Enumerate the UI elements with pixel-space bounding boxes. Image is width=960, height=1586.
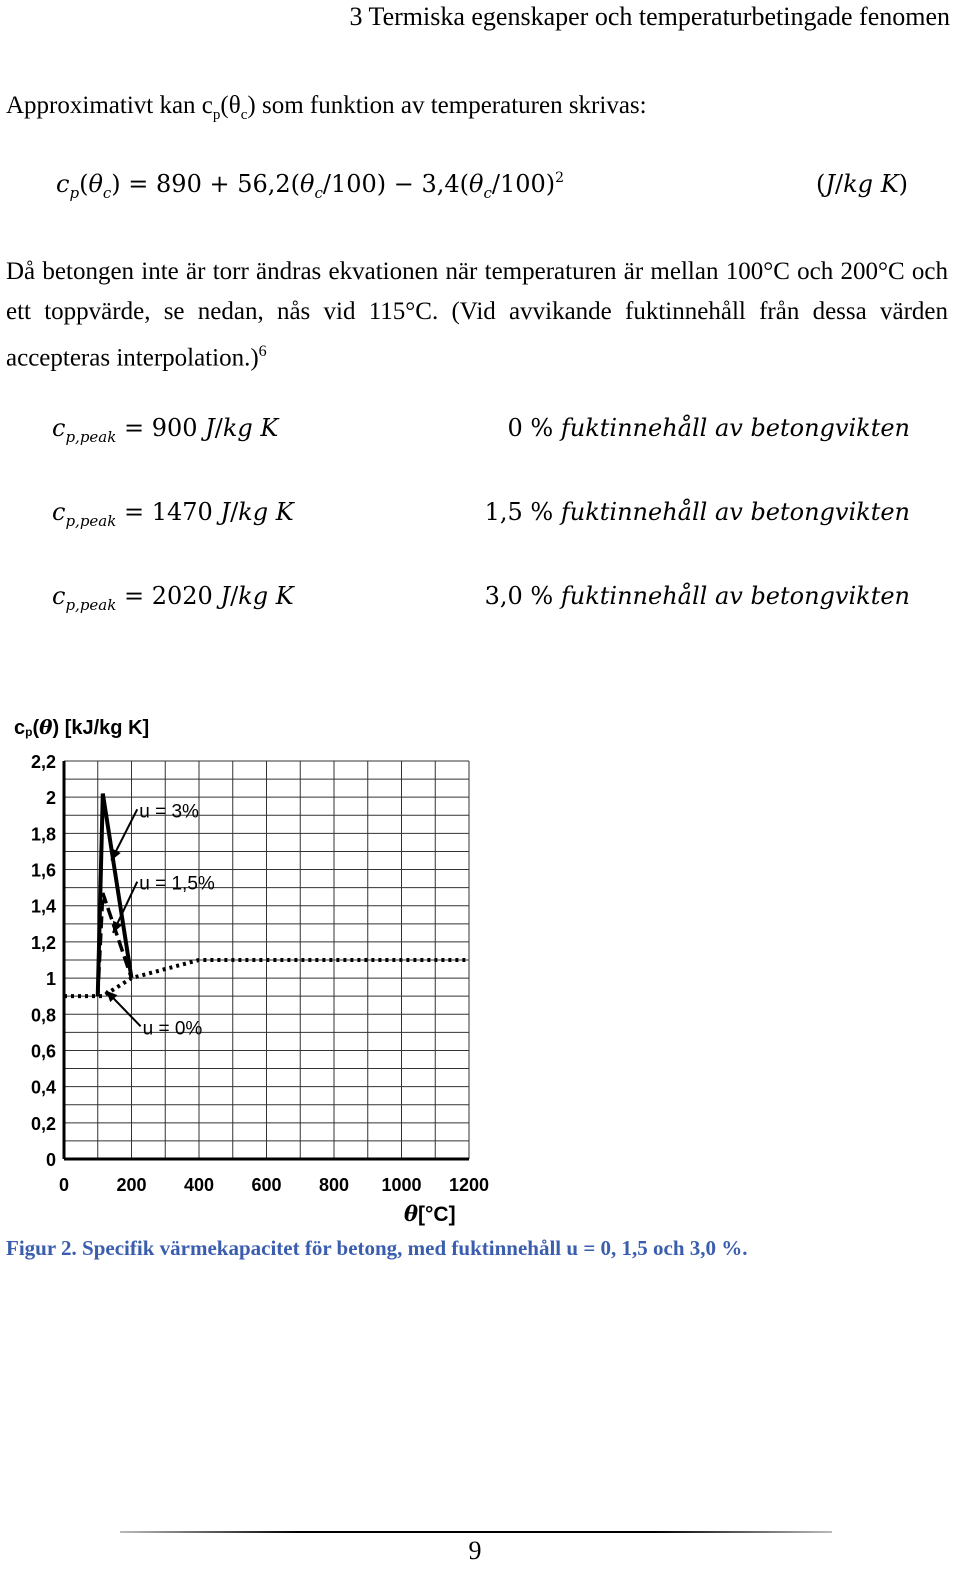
heat-capacity-chart: [0, 700, 520, 1230]
y-tick-label: 2: [45, 788, 56, 809]
peak-value: = 1470: [123, 498, 213, 526]
peak-equation-1: [52, 498, 294, 530]
eq-rhs-2: /100) − 3,4(: [322, 170, 470, 198]
eq-exponent: 2: [555, 170, 565, 186]
body-paragraph: [6, 252, 948, 378]
eq-symbol-c: c: [56, 170, 70, 198]
peak-moisture-desc: fuktinnehåll av betongvikten: [560, 414, 910, 442]
y-tick-label: 1,8: [30, 824, 56, 845]
peak-moisture-0: [508, 414, 910, 442]
peak-unit-J: J: [220, 582, 231, 610]
peak-value: = 2020: [123, 582, 213, 610]
peak-moisture-desc: fuktinnehåll av betongvikten: [560, 582, 910, 610]
y-axis-label: cp(θ) [kJ/kg K]: [14, 715, 150, 739]
peak-moisture-pct: 3,0 %: [484, 582, 554, 610]
peak-unit-kgK: kg K: [222, 414, 279, 442]
eq-theta-sub-3: c: [483, 184, 492, 202]
peak-moisture-pct: 0 %: [507, 414, 554, 442]
peak-symbol: c: [52, 498, 66, 526]
peak-unit-J: J: [220, 498, 231, 526]
peak-unit-slash: /: [230, 582, 239, 610]
eq-sub-p: p: [69, 184, 80, 202]
intro-sub-c: c: [240, 107, 248, 123]
x-tick-label: 0: [58, 1175, 70, 1195]
peak-symbol: c: [52, 582, 66, 610]
intro-sub-p: p: [212, 107, 221, 123]
eq-rhs-3: /100): [491, 170, 556, 198]
annotation-label: u = 1,5%: [139, 873, 215, 895]
x-tick-label: 200: [116, 1175, 147, 1195]
y-tick-label: 2,2: [30, 752, 56, 772]
y-tick-label: 0: [45, 1150, 56, 1170]
eq-unit-open: (: [816, 170, 826, 198]
eq-unit-close: ): [898, 170, 908, 198]
peak-subscript: p,peak: [65, 428, 117, 446]
x-tick-label: 600: [251, 1175, 282, 1195]
peak-unit-kgK: kg K: [238, 498, 294, 526]
peak-subscript: p,peak: [65, 596, 117, 614]
eq-theta-sub-2: c: [314, 184, 323, 202]
peak-unit-slash: /: [214, 414, 223, 442]
peak-value: = 900: [123, 414, 198, 442]
peak-moisture-desc: fuktinnehåll av betongvikten: [560, 498, 910, 526]
y-tick-label: 0,6: [30, 1041, 56, 1062]
y-tick-label: 1,4: [30, 896, 56, 917]
annotation-label: u = 0%: [142, 1018, 203, 1040]
x-tick-label: 400: [183, 1175, 215, 1195]
eq-theta-2: θ: [300, 170, 315, 198]
page-number: 9: [468, 1536, 482, 1565]
x-axis-label: θ[°C]: [404, 1201, 456, 1226]
peak-subscript: p,peak: [65, 512, 117, 530]
y-tick-label: 1: [45, 969, 56, 990]
intro-paren-theta: (θ: [220, 92, 241, 119]
intro-text-start: Approximativt kan c: [6, 92, 213, 119]
running-header: 3 Termiska egenskaper och temperaturbetingade fenomen: [349, 2, 950, 31]
peak-moisture-2: [485, 582, 910, 610]
peak-equation-2: [52, 582, 294, 614]
peak-unit-J: J: [205, 414, 215, 442]
y-tick-label: 1,6: [30, 860, 56, 881]
equation-unit: [816, 170, 908, 198]
x-tick-label: 800: [318, 1175, 350, 1195]
eq-unit-K: K: [880, 170, 899, 198]
y-tick-label: 0,2: [30, 1113, 56, 1134]
peak-unit-kgK: kg K: [238, 582, 294, 610]
peak-moisture-pct: 1,5 %: [484, 498, 554, 526]
x-tick-label: 1000: [381, 1175, 422, 1195]
heat-capacity-equation: $c_p(\theta_c) = 890 + 56,2(\theta_c/100) - 3,4(\theta_c/100)^2$: [56, 170, 565, 202]
peak-unit-slash: /: [230, 498, 239, 526]
eq-unit-kg: kg: [843, 170, 874, 198]
eq-theta-sub-1: c: [102, 184, 112, 202]
eq-unit-slash: /: [835, 170, 844, 198]
peak-symbol: c: [52, 414, 66, 442]
eq-theta-3: θ: [469, 170, 484, 198]
footer-divider: [120, 1531, 832, 1533]
figure-caption: Figur 2. Specifik värmekapacitet för betong, med fuktinnehåll u = 0, 1,5 och 3,0 %.: [6, 1236, 748, 1260]
footnote-ref: 6: [258, 343, 267, 360]
x-tick-label: 1200: [448, 1175, 490, 1195]
body-text: Då betongen inte är torr ändras ekvationen när temperaturen är mellan 100°C och 200°C och ett toppvärde, se nedan, nås vid 115°C. (Vid avvikande fuktinnehåll från dessa värden accepteras interpolation.): [6, 258, 948, 372]
intro-text-end: ) som funktion av temperaturen skrivas:: [247, 92, 647, 119]
annotation-label: u = 3%: [139, 801, 199, 823]
eq-unit-J: J: [825, 170, 836, 198]
eq-theta-1: θ: [88, 170, 103, 198]
y-tick-label: 0,4: [30, 1077, 56, 1098]
peak-equation-0: [52, 414, 278, 446]
y-tick-label: 1,2: [30, 932, 56, 953]
eq-rhs-1: ) = 890 + 56,2(: [111, 170, 301, 198]
peak-moisture-1: [485, 498, 910, 526]
y-tick-label: 0,8: [30, 1005, 56, 1026]
intro-paragraph: [6, 86, 948, 135]
